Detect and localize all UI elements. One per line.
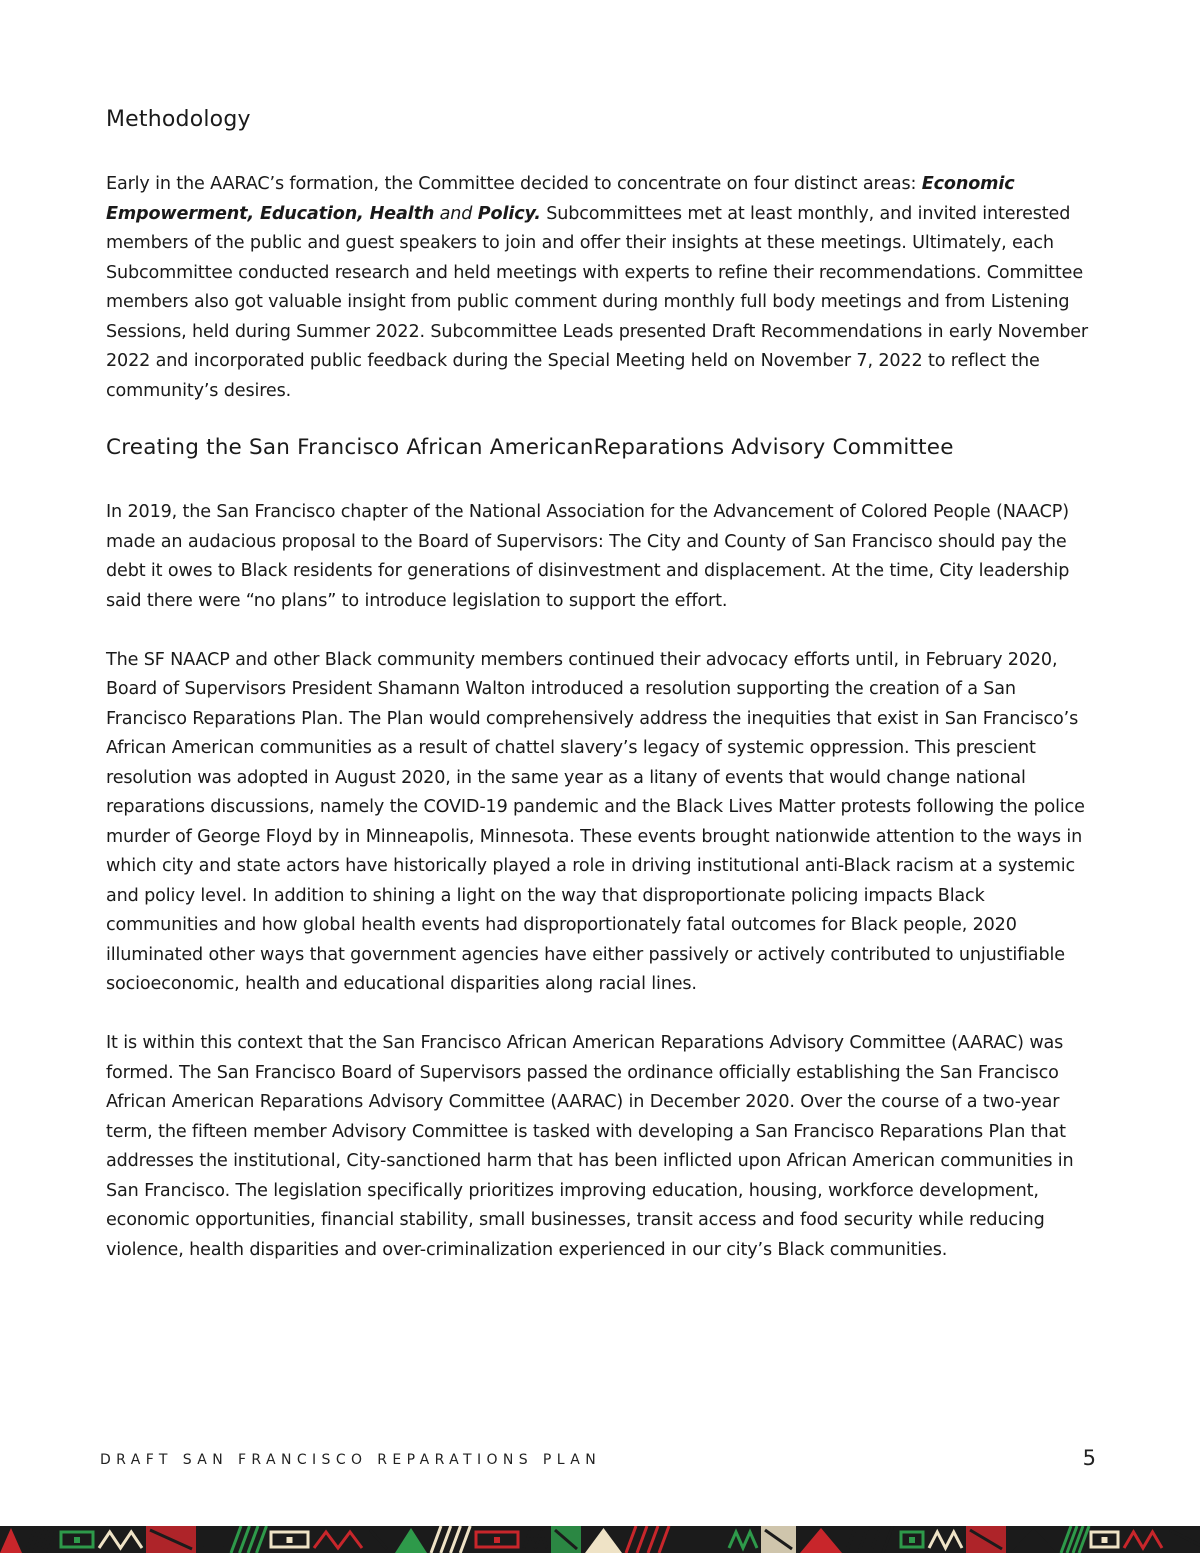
methodology-intro: Early in the AARAC’s formation, the Committee decided to concentrate on four distinct areas: bbox=[106, 174, 917, 194]
footer-document-title: DRAFT SAN FRANCISCO REPARATIONS PLAN bbox=[100, 1452, 602, 1468]
methodology-heading: Methodology bbox=[106, 107, 251, 132]
focus-areas-and: and bbox=[439, 203, 473, 224]
focus-area-policy: Policy. bbox=[477, 203, 541, 224]
creating-paragraph-3: It is within this context that the San Francisco African American Reparations Advisory Committee (AARAC) was formed. The San Francisco Board of Supervisors passed the ordinance officially establishing the San Francisco African American Reparations Advisory Committee (AARAC) in December 2020. Over the course of a two-year term, the fifteen member Advisory Committee is tasked with developing a San Francisco Reparations Plan that addresses the institutional, City-sanctioned harm that has been inflicted upon African American communities in San Francisco. The legislation specifically prioritizes improving education, housing, workforce development, economic opportunities, financial stability, small businesses, transit access and food security while reducing violence, health disparities and over-criminalization experienced in our city’s Black communities. bbox=[106, 1033, 1074, 1260]
creating-paragraph-2: The SF NAACP and other Black community members continued their advocacy efforts until, in February 2020, Board of Supervisors President Shamann Walton introduced a resolution supporting the creation of a San Francisco Reparations Plan. The Plan would comprehensively address the inequities that exist in San Francisco’s African American communities as a result of chattel slavery’s legacy of systemic oppression. This prescient resolution was adopted in August 2020, in the same year as a litany of events that would change national reparations discussions, namely the COVID-19 pandemic and the Black Lives Matter protests following the police murder of George Floyd by in Minneapolis, Minnesota. These events brought nationwide attention to the ways in which city and state actors have historically played a role in driving institutional anti-Black racism at a systemic and policy level. In addition to shining a light on the way that disproportionate policing impacts Black communities and how global health events had disproportionately fatal outcomes for Black people, 2020 illuminated other ways that government agencies have either passively or actively contributed to unjustifiable socioeconomic, health and educational disparities along racial lines. bbox=[106, 649, 1085, 994]
creating-committee-heading: Creating the San Francisco African AmericanReparations Advisory Committee bbox=[106, 435, 954, 460]
focus-areas: Economic Empowerment, Education, Health bbox=[106, 174, 1015, 224]
page-content bbox=[106, 104, 1098, 1265]
page-footer bbox=[100, 1446, 1100, 1474]
methodology-rest: Subcommittees met at least monthly, and invited interested members of the public and guest speakers to join and offer their insights at these meetings. Ultimately, each Subcommittee conducted research and held meetings with experts to refine their recommendations. Committee members also got valuable insight from public comment during monthly full body meetings and from Listening Sessions, held during Summer 2022. Subcommittee Leads presented Draft Recommendations in early November 2022 and incorporated public feedback during the Special Meeting held on November 7, 2022 to reflect the community’s desires. bbox=[106, 203, 1089, 401]
methodology-paragraph bbox=[106, 170, 1098, 406]
kente-pattern-graphic bbox=[0, 1526, 1200, 1553]
creating-paragraph-1: In 2019, the San Francisco chapter of the National Association for the Advancement of Colored People (NAACP) made an audacious proposal to the Board of Supervisors: The City and County of San Francisco should pay the debt it owes to Black residents for generations of disinvestment and displacement. At the time, City leadership said there were “no plans” to introduce legislation to support the effort. bbox=[106, 502, 1070, 611]
page-number: 5 bbox=[1082, 1446, 1096, 1470]
decorative-pattern-band bbox=[0, 1526, 1200, 1553]
